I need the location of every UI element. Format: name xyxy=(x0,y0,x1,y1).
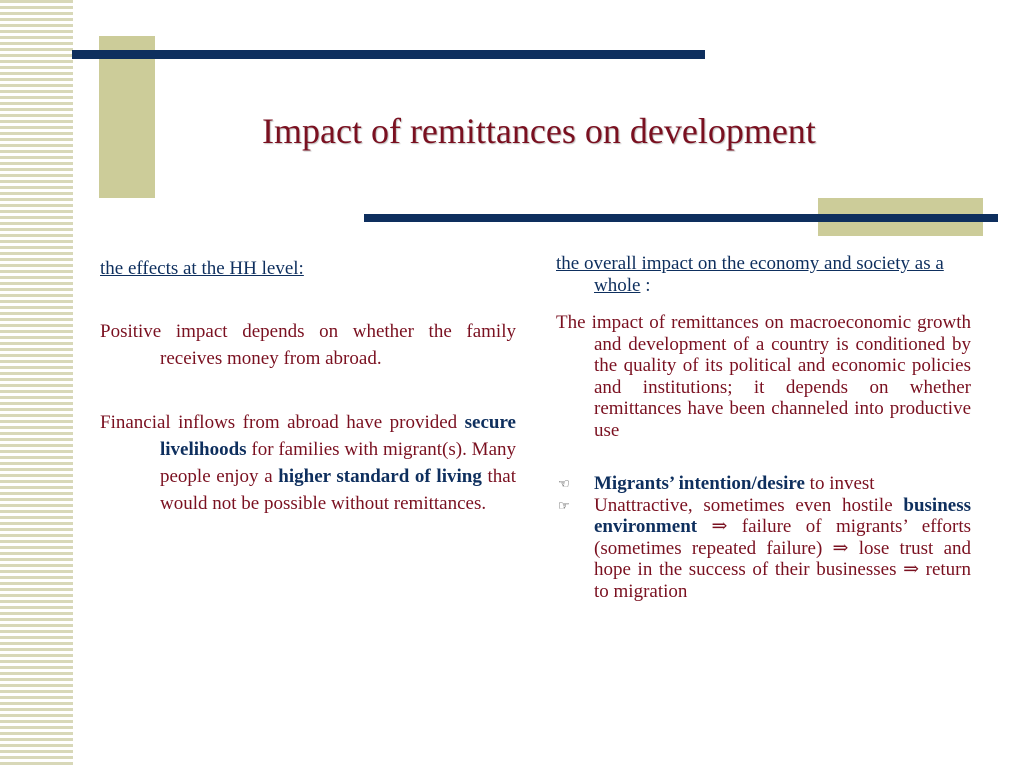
decorative-stripes xyxy=(0,0,73,768)
left-paragraph-2: Financial inflows from abroad have provided secure livelihoods for families with migrant(s). Many people enjoy a higher standard of living that would not be possible without remittances. xyxy=(100,412,516,514)
decorative-bar-top xyxy=(72,50,705,59)
slide-title: Impact of remittances on development xyxy=(262,111,816,151)
decorative-bar-right xyxy=(364,214,998,222)
left-heading: the effects at the HH level: xyxy=(100,258,304,279)
right-paragraph-1: The impact of remittances on macroeconomic growth and development of a country is conditioned by the quality of its political and economic policies and institutions; it depends on whether remittances have been channeled into productive use xyxy=(556,312,971,441)
bullet-item-2: ☞ Unattractive, sometimes even hostile business environment ⇒ failure of migrants’ efforts (sometimes repeated failure) ⇒ lose trust and hope in the success of their businesses ⇒ return to migration xyxy=(558,494,971,602)
right-heading: the overall impact on the economy and society as a whole : xyxy=(556,253,944,296)
pointing-hand-icon: ☞ xyxy=(558,497,570,513)
left-paragraph-1: Positive impact depends on whether the family receives money from abroad. xyxy=(100,321,516,369)
higher-standard-of-living: higher standard of living xyxy=(278,466,482,487)
secure-livelihoods: secure livelihoods xyxy=(160,412,516,460)
pointing-hand-icon: ☜ xyxy=(558,476,570,491)
bullet-item-1: ☜ Migrants’ intention/desire to invest xyxy=(558,473,875,494)
decorative-block-top xyxy=(99,36,155,198)
right-column xyxy=(556,253,971,602)
left-column xyxy=(100,258,516,517)
